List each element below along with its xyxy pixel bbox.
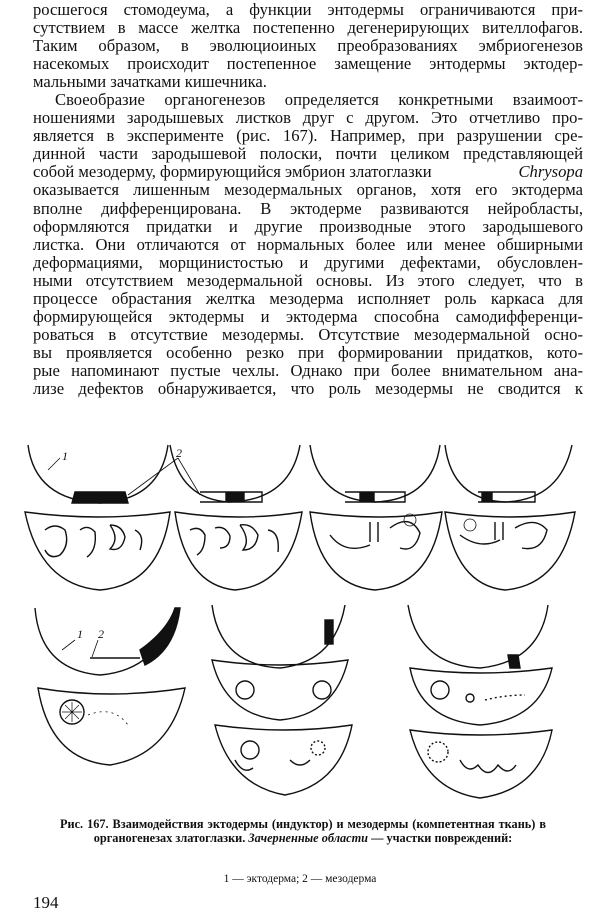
text-line-main: собой мезодерму, формирующийся эмбрион златоглазки (33, 163, 432, 182)
text-line: сутствием в массе желтка постепенно дегенерирующих вителлофагов. (33, 19, 583, 38)
text-line (33, 163, 583, 181)
text-line: лизе дефектов обнаруживается, что роль мезодермы не сводится к (33, 379, 583, 398)
text-line: Своеобразие органогенезов определяется конкретными взаимоот- (55, 91, 583, 110)
figure-167 (0, 430, 600, 815)
text-line: росшегося стомодеума, а функции энтодермы ограничиваются при- (33, 1, 583, 19)
label-2: 2 (176, 446, 182, 460)
label-1: 1 (62, 449, 68, 463)
egg-diagram-row1 (28, 445, 572, 503)
text-line: листка. Они отличаются от нормальных более или менее обширными (33, 235, 583, 254)
text-line: формирующейся эктодермы и эктодерма способна самодифференци- (33, 307, 583, 326)
text-line: рые напоминают пустые чехлы. Однако при более внимательном ана- (33, 361, 583, 380)
text-line: ношениями зародышевых листков друг с другом. Это отчетливо про- (33, 109, 583, 128)
label-1b: 1 (77, 627, 83, 641)
text-line: ными отсутствием мезодермальной основы. Из этого следует, что в (33, 271, 583, 290)
label-2b: 2 (98, 627, 104, 641)
caption-italic: Зачерненные области (248, 831, 369, 845)
egg-diagram-row2-left (35, 608, 185, 765)
body-text (33, 1, 583, 398)
text-line: мальными зачатками кишечника. (33, 73, 267, 92)
egg-diagram-row2-middle (212, 605, 352, 795)
text-line: оказывается лишенным мезодермальных органов, хотя его эктодерма (33, 181, 583, 200)
text-line: насекомых происходит постепенное замещение энтодермы эктодер- (33, 55, 583, 74)
text-line: динной части зародышевой полоски, почти целиком представляющей (33, 145, 583, 164)
text-line: Таким образом, в эволюциоиных преобразованиях эмбриогенезов (33, 37, 583, 56)
text-line: деформациями, морщинистостью и другими дефектами, обусловлен- (33, 253, 583, 272)
text-line: процессе обрастания желтка мезодерма исполняет роль каркаса для (33, 289, 583, 308)
egg-diagram-row2-right (408, 605, 552, 798)
figure-legend: 1 — эктодерма; 2 — мезодерма (223, 873, 377, 885)
text-line: является в эксперименте (рис. 167). Например, при разрушении сре- (33, 127, 583, 146)
text-line: вы проявляется особенно резко при формировании придатков, кото- (33, 343, 583, 362)
figure-caption (60, 817, 546, 845)
text-line: оформляются придатки и другие производные этого зародышевого (33, 217, 583, 236)
page-number: 194 (33, 893, 59, 912)
text-line: роваться в отсутствие мезодермы. Отсутствие мезодермальной осно- (33, 325, 583, 344)
caption-lead: Рис. 167. Взаимодействия эктодермы (индуктор) и мезодермы (компетентная ткань) в органогенезах златоглазки. (60, 817, 546, 845)
text-line: вполне дифференцирована. В эктодерме развиваются нейробласты, (33, 199, 583, 218)
caption-tail: — участки повреждений: (371, 831, 513, 845)
embryo-sections-row1 (25, 512, 575, 590)
species-name: Chrysopa (518, 163, 583, 182)
